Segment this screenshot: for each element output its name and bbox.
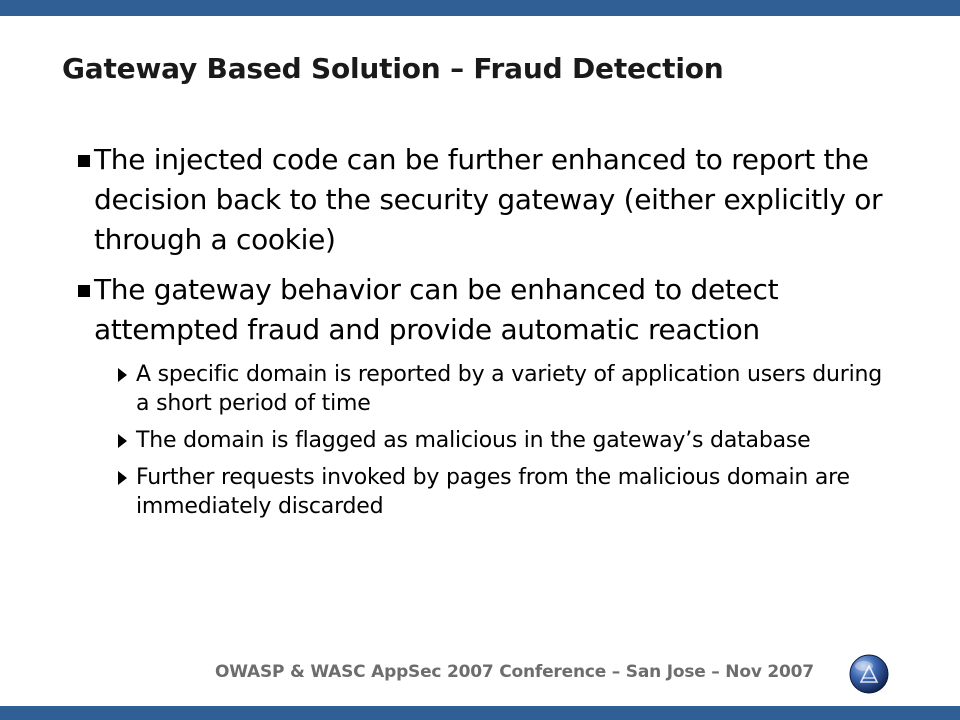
owasp-globe-logo-icon <box>849 654 889 694</box>
bullet-item <box>78 270 898 350</box>
sub-bullet-text: The domain is flagged as malicious in the gateway’s database <box>136 428 811 453</box>
bullet-item <box>78 140 898 260</box>
triangle-bullet-icon <box>118 368 127 382</box>
bottom-accent-bar <box>0 706 960 720</box>
top-accent-bar <box>0 0 960 16</box>
triangle-bullet-icon <box>118 471 127 485</box>
triangle-bullet-icon <box>118 434 127 448</box>
sub-bullet-text: A specific domain is reported by a variety of application users during a short period of time <box>136 362 883 416</box>
square-bullet-icon <box>78 285 90 297</box>
bullet-text: The gateway behavior can be enhanced to detect attempted fraud and provide automatic reaction <box>94 273 779 346</box>
sub-bullet-list <box>78 360 898 521</box>
sub-bullet-item <box>116 426 898 455</box>
sub-bullet-item <box>116 463 898 521</box>
slide-content <box>78 140 898 529</box>
square-bullet-icon <box>78 155 90 167</box>
sub-bullet-text: Further requests invoked by pages from the malicious domain are immediately discarded <box>136 465 850 519</box>
slide-footer: OWASP & WASC AppSec 2007 Conference – San Jose – Nov 2007 <box>215 662 814 682</box>
slide-title: Gateway Based Solution – Fraud Detection <box>62 52 724 85</box>
bullet-text: The injected code can be further enhanced to report the decision back to the security gateway (either explicitly or through a cookie) <box>94 143 883 256</box>
sub-bullet-item <box>116 360 898 418</box>
